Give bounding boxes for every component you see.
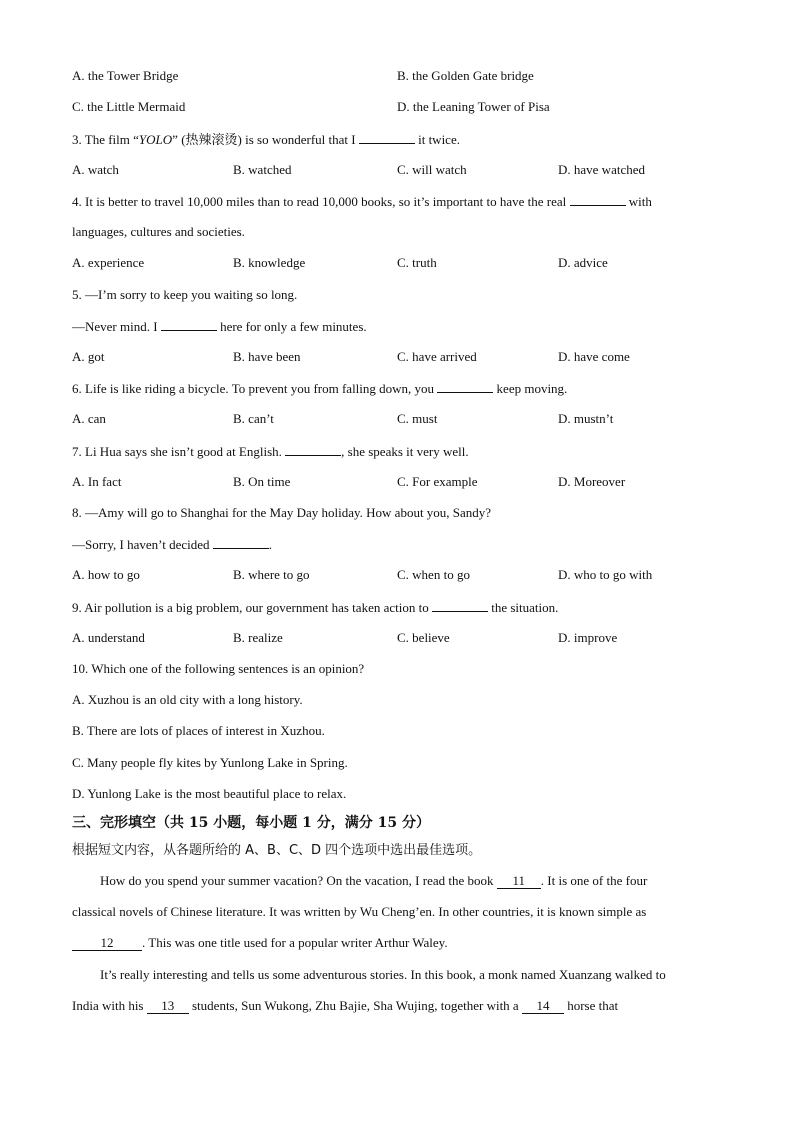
q9-stem	[72, 599, 558, 616]
q4-stem-post: with	[625, 194, 652, 209]
passage-line: It’s really interesting and tells us some adventurous stories. In this book, a monk named Xuanzang walked to	[100, 967, 666, 982]
q6-stem-post: keep moving.	[493, 381, 568, 396]
q4-option-c: C. truth	[397, 255, 437, 270]
q7-option-c: C. For example	[397, 474, 478, 489]
q6-stem	[72, 380, 567, 397]
q9-option-d: D. improve	[558, 630, 618, 645]
q4-stem-line1	[72, 193, 652, 210]
q6-option-b: B. can’t	[233, 411, 274, 426]
q5-stem-line1: 5. —I’m sorry to keep you waiting so long.	[72, 287, 298, 302]
passage-text: How do you spend your summer vacation? On the vacation, I read the book	[100, 873, 497, 888]
q9-stem-pre: 9. Air pollution is a big problem, our government has taken action to	[72, 600, 432, 615]
q8-stem-post: .	[268, 537, 273, 552]
q5-stem-pre: —Never mind. I	[72, 319, 161, 334]
q5-stem-line2	[72, 318, 367, 335]
q10-stem: 10. Which one of the following sentences is an opinion?	[72, 661, 365, 676]
section-instruction: 根据短文内容，从各题所给的 A、B、C、D 四个选项中选出最佳选项。	[72, 843, 482, 858]
q4-option-b: B. knowledge	[233, 255, 306, 270]
q5-option-c: C. have arrived	[397, 349, 477, 364]
answer-blank	[437, 380, 493, 393]
q8-option-d: D. who to go with	[558, 567, 653, 582]
q3-stem-mid: ” (热辣滚烫) is so wonderful that I	[172, 132, 359, 147]
answer-blank	[570, 193, 626, 206]
passage-text: . This was one title used for a popular writer Arthur Waley.	[142, 935, 448, 950]
q3-stem	[72, 131, 460, 148]
q2-option-b: B. the Golden Gate bridge	[397, 68, 534, 83]
cloze-blank-11: 11	[497, 874, 541, 889]
q5-option-b: B. have been	[233, 349, 301, 364]
q2-option-c: C. the Little Mermaid	[72, 99, 186, 114]
answer-blank	[161, 318, 217, 331]
answer-blank	[213, 536, 269, 549]
passage-text: . It is one of the four	[540, 873, 648, 888]
q7-stem-post: , she speaks it very well.	[341, 444, 469, 459]
q10-option-b: B. There are lots of places of interest in Xuzhou.	[72, 723, 325, 738]
q3-option-b: B. watched	[233, 162, 292, 177]
q7-option-b: B. On time	[233, 474, 291, 489]
cloze-blank-13: 13	[147, 999, 189, 1014]
q6-option-d: D. mustn’t	[558, 411, 614, 426]
q10-option-c: C. Many people fly kites by Yunlong Lake in Spring.	[72, 755, 348, 770]
answer-blank	[359, 131, 415, 144]
answer-blank	[432, 599, 488, 612]
q2-option-a: A. the Tower Bridge	[72, 68, 179, 83]
q7-stem-pre: 7. Li Hua says she isn’t good at English.	[72, 444, 286, 459]
q7-option-d: D. Moreover	[558, 474, 626, 489]
q5-option-d: D. have come	[558, 349, 630, 364]
q4-stem-pre: 4. It is better to travel 10,000 miles than to read 10,000 books, so it’s important to have the real	[72, 194, 570, 209]
q9-option-a: A. understand	[72, 630, 145, 645]
q7-option-a: A. In fact	[72, 474, 122, 489]
passage-text: horse that	[563, 998, 619, 1013]
q6-stem-pre: 6. Life is like riding a bicycle. To prevent you from falling down, you	[72, 381, 438, 396]
cloze-blank-14: 14	[522, 999, 564, 1014]
q3-stem-pre: 3. The film “	[72, 132, 139, 147]
q4-option-a: A. experience	[72, 255, 145, 270]
q4-option-d: D. advice	[558, 255, 608, 270]
q9-stem-post: the situation.	[487, 600, 559, 615]
q3-option-c: C. will watch	[397, 162, 467, 177]
q9-option-b: B. realize	[233, 630, 283, 645]
q8-option-c: C. when to go	[397, 567, 470, 582]
passage-text: students, Sun Wukong, Zhu Bajie, Sha Wujing, together with a	[188, 998, 522, 1013]
q8-option-b: B. where to go	[233, 567, 310, 582]
passage-text: India with his	[72, 998, 147, 1013]
q8-stem-line1: 8. —Amy will go to Shanghai for the May Day holiday. How about you, Sandy?	[72, 505, 492, 520]
q10-option-a: A. Xuzhou is an old city with a long history.	[72, 692, 303, 707]
q6-option-a: A. can	[72, 411, 106, 426]
q5-stem-post: here for only a few minutes.	[216, 319, 367, 334]
cloze-blank-12: 12	[72, 936, 142, 951]
passage-line: classical novels of Chinese literature. It was written by Wu Cheng’en. In other countries, it is known simple as	[72, 904, 647, 919]
q9-option-c: C. believe	[397, 630, 450, 645]
q3-stem-post: it twice.	[414, 132, 460, 147]
q3-film-title: YOLO	[138, 132, 173, 147]
q3-option-d: D. have watched	[558, 162, 645, 177]
section-heading: 三、完形填空（共 15 小题，每小题 1 分，满分 15 分）	[72, 815, 430, 831]
answer-blank	[285, 443, 341, 456]
q8-stem-pre: —Sorry, I haven’t decided	[72, 537, 213, 552]
passage-line	[72, 935, 448, 951]
q2-option-d: D. the Leaning Tower of Pisa	[397, 99, 550, 114]
q4-stem-line2: languages, cultures and societies.	[72, 224, 245, 239]
q5-option-a: A. got	[72, 349, 105, 364]
passage-line	[100, 873, 647, 889]
q3-option-a: A. watch	[72, 162, 119, 177]
passage-line	[72, 998, 618, 1014]
q10-option-d: D. Yunlong Lake is the most beautiful place to relax.	[72, 786, 347, 801]
q7-stem	[72, 443, 469, 460]
q6-option-c: C. must	[397, 411, 438, 426]
q8-stem-line2	[72, 536, 272, 553]
q8-option-a: A. how to go	[72, 567, 140, 582]
